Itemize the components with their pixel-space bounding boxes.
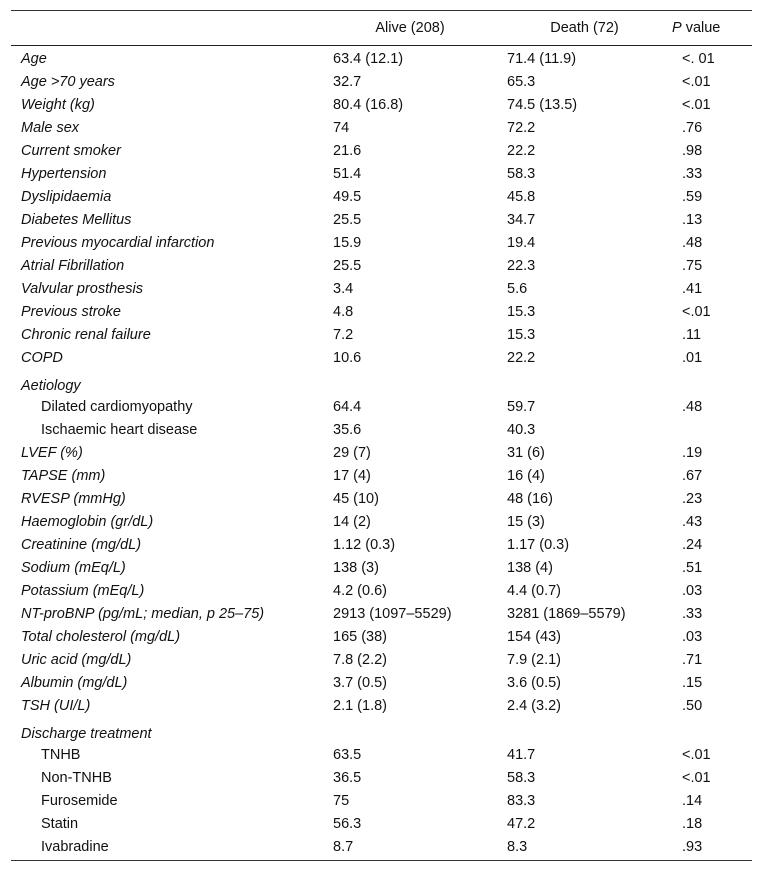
cell-p-value: .76 [682, 119, 703, 136]
cell-p-value: <.01 [682, 96, 711, 113]
cell-alive: 35.6 [333, 421, 362, 438]
cell-death: 1.17 (0.3) [507, 536, 570, 553]
cell-p-value: <.01 [682, 746, 711, 763]
cell-variable: Valvular prosthesis [21, 280, 143, 297]
cell-alive: 2.1 (1.8) [333, 697, 387, 714]
cell-death: 4.4 (0.7) [507, 582, 561, 599]
cell-alive: 25.5 [333, 211, 362, 228]
cell-p-value: .18 [682, 815, 703, 832]
cell-p-value: .33 [682, 605, 703, 622]
cell-variable: Current smoker [21, 142, 121, 159]
cell-variable: LVEF (%) [21, 444, 83, 461]
cell-alive: 15.9 [333, 234, 362, 251]
cell-death: 34.7 [507, 211, 536, 228]
cell-alive: 63.4 (12.1) [333, 50, 404, 67]
table-row [11, 510, 752, 533]
cell-p-value: .50 [682, 697, 703, 714]
cell-alive: 4.2 (0.6) [333, 582, 387, 599]
cell-alive [323, 369, 497, 395]
cell-death: 154 (43) [507, 628, 562, 645]
cell-death: 83.3 [507, 792, 536, 809]
cell-death: 15.3 [507, 326, 536, 343]
table-row [11, 671, 752, 694]
table-row [11, 533, 752, 556]
cell-p-value: <.01 [682, 769, 711, 786]
cell-death: 15 (3) [507, 513, 545, 530]
cell-death: 58.3 [507, 769, 536, 786]
cell-p-value: .48 [682, 234, 703, 251]
cell-death: 7.9 (2.1) [507, 651, 561, 668]
cell-p-value: .03 [682, 628, 703, 645]
cell-p-value: .67 [682, 467, 703, 484]
cell-p-value [672, 418, 752, 441]
bottom-rule [11, 860, 752, 861]
cell-death: 16 (4) [507, 467, 545, 484]
table-row [11, 789, 752, 812]
cell-death: 3281 (1869–5579) [507, 605, 626, 622]
cell-alive: 74 [333, 119, 350, 136]
cell-variable: Chronic renal failure [21, 326, 151, 343]
table-row [11, 418, 752, 441]
cell-variable: Total cholesterol (mg/dL) [21, 628, 181, 645]
cell-death: 41.7 [507, 746, 536, 763]
cell-variable: Haemoglobin (gr/dL) [21, 513, 154, 530]
cell-variable: Atrial Fibrillation [21, 257, 125, 274]
cell-variable: NT-proBNP (pg/mL; median, p 25–75) [21, 605, 265, 622]
cell-alive: 80.4 (16.8) [333, 96, 404, 113]
cell-death [497, 369, 672, 395]
header-p-italic: P [672, 20, 682, 36]
cell-p-value: .24 [682, 536, 703, 553]
cell-variable: Diabetes Mellitus [21, 211, 132, 228]
cell-p-value: .01 [682, 349, 703, 366]
cell-variable: Uric acid (mg/dL) [21, 651, 132, 668]
cell-death: 72.2 [507, 119, 536, 136]
cell-alive: 56.3 [333, 815, 362, 832]
cell-alive: 49.5 [333, 188, 362, 205]
cell-death: 45.8 [507, 188, 536, 205]
table-row [11, 487, 752, 510]
table-row [11, 323, 752, 346]
cell-death: 59.7 [507, 398, 536, 415]
cell-death: 47.2 [507, 815, 536, 832]
cell-p-value: <.01 [682, 73, 711, 90]
cell-variable: RVESP (mmHg) [21, 490, 126, 507]
cell-alive: 17 (4) [333, 467, 371, 484]
cell-alive: 8.7 [333, 838, 354, 855]
cell-p-value: .98 [682, 142, 703, 159]
header-alive: Alive (208) [375, 20, 445, 36]
cell-death: 22.2 [507, 142, 536, 159]
cell-death: 22.3 [507, 257, 536, 274]
cell-death: 58.3 [507, 165, 536, 182]
cell-variable: Hypertension [21, 165, 107, 182]
cell-variable: TSH (UI/L) [21, 697, 91, 714]
cell-death: 138 (4) [507, 559, 553, 576]
cell-p-value [672, 717, 752, 743]
cell-variable: Aetiology [21, 378, 81, 394]
table-row [11, 70, 752, 93]
cell-variable: Furosemide [41, 792, 118, 809]
cell-death: 48 (16) [507, 490, 553, 507]
cell-death: 5.6 [507, 280, 528, 297]
cell-p-value: .93 [682, 838, 703, 855]
cell-p-value: .15 [682, 674, 703, 691]
cell-death: 22.2 [507, 349, 536, 366]
table-row [11, 254, 752, 277]
cell-death: 71.4 (11.9) [507, 50, 577, 67]
cell-p-value: .59 [682, 188, 703, 205]
cell-variable: Male sex [21, 119, 80, 136]
table-row [11, 208, 752, 231]
cell-alive: 29 (7) [333, 444, 371, 461]
group-row [11, 717, 752, 743]
table-row [11, 556, 752, 579]
table-container [11, 10, 752, 861]
cell-death [497, 717, 672, 743]
cell-p-value: .51 [682, 559, 703, 576]
cell-alive: 138 (3) [333, 559, 379, 576]
cell-p-value: <.01 [682, 303, 711, 320]
cell-alive: 2913 (1097–5529) [333, 605, 452, 622]
cell-p-value: .19 [682, 444, 703, 461]
cell-p-value: .23 [682, 490, 703, 507]
cell-p-value: .13 [682, 211, 703, 228]
cell-p-value: .75 [682, 257, 703, 274]
cell-alive: 3.4 [333, 280, 354, 297]
cell-death: 19.4 [507, 234, 536, 251]
header-row [11, 11, 752, 46]
table-row [11, 579, 752, 602]
cell-p-value: <. 01 [682, 50, 715, 67]
table-row [11, 464, 752, 487]
cell-death: 3.6 (0.5) [507, 674, 561, 691]
cell-variable: TAPSE (mm) [21, 467, 106, 484]
table-row [11, 743, 752, 766]
cell-alive: 7.2 [333, 326, 354, 343]
cell-variable: Weight (kg) [21, 96, 95, 113]
cell-alive: 4.8 [333, 303, 354, 320]
cell-variable: TNHB [41, 746, 81, 763]
table-row [11, 162, 752, 185]
table-row [11, 185, 752, 208]
baseline-characteristics-table [11, 10, 752, 860]
cell-p-value: .33 [682, 165, 703, 182]
cell-p-value: .48 [682, 398, 703, 415]
cell-p-value: .41 [682, 280, 703, 297]
cell-alive: 10.6 [333, 349, 362, 366]
table-row [11, 46, 752, 71]
cell-alive: 32.7 [333, 73, 362, 90]
cell-alive: 14 (2) [333, 513, 371, 530]
cell-variable: Ischaemic heart disease [41, 421, 198, 438]
cell-variable: Dyslipidaemia [21, 188, 112, 205]
header-p-rest: value [681, 20, 721, 36]
cell-alive: 63.5 [333, 746, 362, 763]
cell-variable: Sodium (mEq/L) [21, 559, 126, 576]
cell-variable: Ivabradine [41, 838, 109, 855]
cell-alive [323, 717, 497, 743]
table-row [11, 231, 752, 254]
table-row [11, 93, 752, 116]
table-row [11, 277, 752, 300]
cell-variable: COPD [21, 349, 63, 366]
cell-alive: 75 [333, 792, 350, 809]
cell-alive: 51.4 [333, 165, 362, 182]
group-row [11, 369, 752, 395]
table-row [11, 835, 752, 860]
cell-death: 74.5 (13.5) [507, 96, 578, 113]
table-row [11, 116, 752, 139]
cell-p-value: .71 [682, 651, 703, 668]
table-row [11, 625, 752, 648]
cell-variable: Age >70 years [21, 73, 115, 90]
cell-variable: Age [21, 50, 47, 67]
cell-death: 40.3 [507, 421, 536, 438]
cell-variable: Albumin (mg/dL) [21, 674, 128, 691]
table-row [11, 139, 752, 162]
table-row [11, 694, 752, 717]
cell-p-value: .11 [682, 326, 702, 343]
cell-variable: Non-TNHB [41, 769, 112, 786]
cell-alive: 165 (38) [333, 628, 388, 645]
table-row [11, 812, 752, 835]
cell-alive: 21.6 [333, 142, 362, 159]
cell-p-value: .03 [682, 582, 703, 599]
cell-alive: 25.5 [333, 257, 362, 274]
cell-alive: 3.7 (0.5) [333, 674, 387, 691]
cell-variable: Statin [41, 815, 79, 832]
cell-alive: 45 (10) [333, 490, 379, 507]
cell-death: 15.3 [507, 303, 536, 320]
table-row [11, 300, 752, 323]
cell-alive: 64.4 [333, 398, 362, 415]
header-p-value [672, 11, 752, 46]
cell-variable: Previous myocardial infarction [21, 234, 215, 251]
cell-variable: Creatinine (mg/dL) [21, 536, 142, 553]
cell-variable: Discharge treatment [21, 726, 152, 742]
cell-p-value: .43 [682, 513, 703, 530]
table-header [11, 11, 752, 46]
cell-p-value: .14 [682, 792, 703, 809]
header-variable [11, 11, 323, 46]
cell-death: 65.3 [507, 73, 536, 90]
cell-variable: Potassium (mEq/L) [21, 582, 145, 599]
cell-p-value [672, 369, 752, 395]
table-row [11, 602, 752, 625]
cell-alive: 1.12 (0.3) [333, 536, 396, 553]
table-row [11, 346, 752, 369]
table-row [11, 648, 752, 671]
cell-death: 2.4 (3.2) [507, 697, 561, 714]
cell-variable: Dilated cardiomyopathy [41, 398, 193, 415]
cell-death: 31 (6) [507, 444, 545, 461]
table-row [11, 395, 752, 418]
cell-death: 8.3 [507, 838, 528, 855]
table-body [11, 46, 752, 861]
cell-alive: 7.8 (2.2) [333, 651, 387, 668]
cell-variable: Previous stroke [21, 303, 121, 320]
table-row [11, 441, 752, 464]
table-row [11, 766, 752, 789]
cell-alive: 36.5 [333, 769, 362, 786]
header-death: Death (72) [550, 20, 619, 36]
